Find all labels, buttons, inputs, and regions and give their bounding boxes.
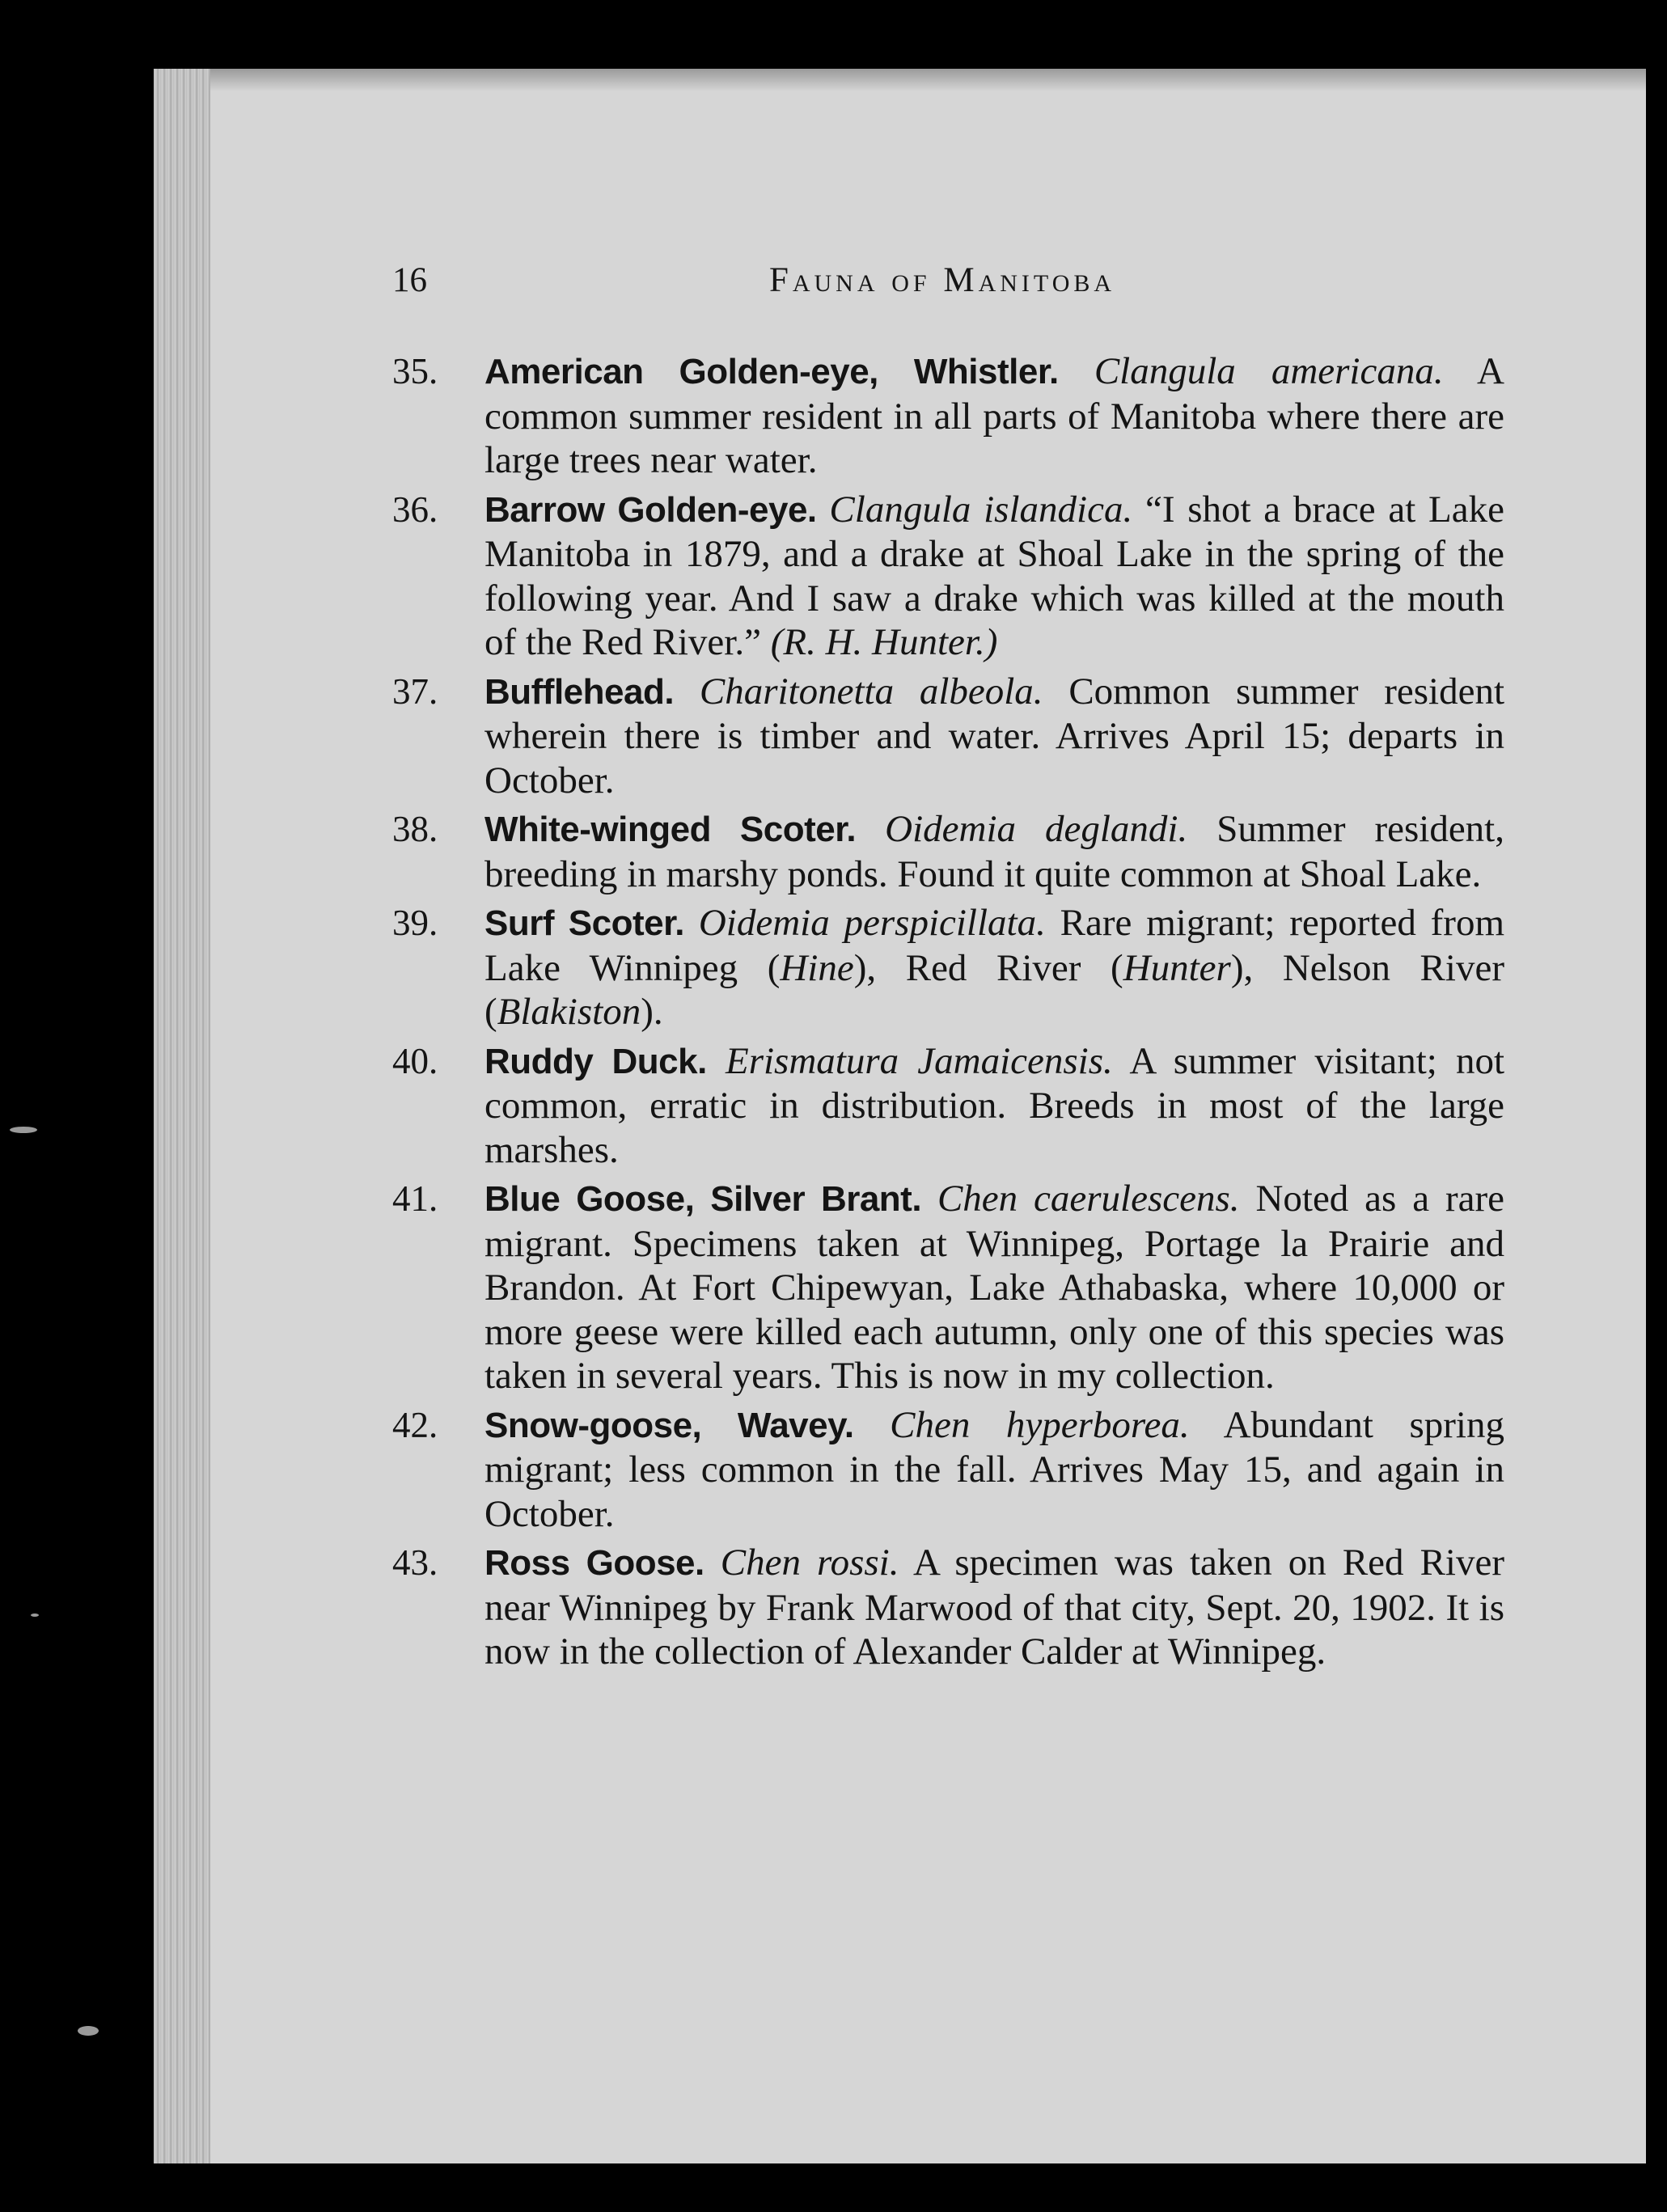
common-name: American Golden-eye, Whistler. <box>484 352 1059 391</box>
common-name: Blue Goose, Silver Brant. <box>484 1179 922 1219</box>
entry-number: 39. <box>392 903 438 943</box>
scientific-name: Chen caerulescens. <box>937 1178 1240 1220</box>
scan-speck <box>78 2026 99 2036</box>
entry-text: Summer resident, breeding in marshy ponds. Found it quite common at Shoal Lake. <box>484 808 1504 895</box>
species-entry-40 <box>392 1039 1504 1173</box>
entry-number: 43. <box>392 1542 438 1583</box>
entry-text: ). <box>641 991 663 1033</box>
scientific-name: Charitonetta albeola. <box>699 670 1043 713</box>
species-list <box>392 349 1504 1674</box>
entry-number: 35. <box>392 351 438 391</box>
common-name: Bufflehead. <box>484 671 675 712</box>
entry-number: 42. <box>392 1404 438 1445</box>
common-name: Surf Scoter. <box>484 903 685 943</box>
scientific-name: Chen hyperborea. <box>890 1403 1190 1446</box>
common-name: Ross Goose. <box>484 1543 704 1583</box>
species-entry-37 <box>392 670 1504 803</box>
scan-speck <box>10 1127 37 1133</box>
entry-number: 36. <box>392 489 438 530</box>
scan-speck <box>31 1614 39 1617</box>
species-entry-35 <box>392 349 1504 483</box>
entry-number: 37. <box>392 670 438 712</box>
entry-number: 40. <box>392 1040 438 1081</box>
entry-text: ), Red River ( <box>853 946 1123 989</box>
scientific-name: Chen rossi. <box>720 1542 899 1584</box>
entry-text: Common summer resident wherein there is timber and water. Arrives April 15; departs in October. <box>484 670 1505 801</box>
entry-text: Noted as a rare migrant. Specimens taken at Winnipeg, Portage la Prairie and Brandon. At Fort Chipewyan, Lake Athabaska, where 10,000 or more geese were killed each autumn, only one of this species was taken in several years. This is now in my collection. <box>484 1178 1504 1397</box>
common-name: Ruddy Duck. <box>484 1041 707 1081</box>
page-stack-edge <box>154 69 210 2163</box>
entry-text: ), Nelson River ( <box>484 946 1504 1033</box>
common-name: Barrow Golden-eye. <box>484 489 817 530</box>
entry-text: A specimen was taken on Red River near Winnipeg by Frank Marwood of that city, Sept. 20, 1902. It is now in the collection of Alexander Calder at Winnipeg. <box>484 1542 1504 1673</box>
species-entry-41 <box>392 1177 1504 1398</box>
species-entry-43 <box>392 1541 1504 1674</box>
page-top-shadow <box>154 69 1646 91</box>
citation: (R. H. Hunter.) <box>770 621 998 663</box>
scientific-name: Erismatura Jamaicensis. <box>725 1039 1113 1082</box>
scientific-name: Clangula islandica. <box>829 488 1133 531</box>
species-entry-42 <box>392 1403 1504 1537</box>
citation-hunter: Hunter <box>1123 946 1231 989</box>
running-title: Fauna of Manitoba <box>768 261 1116 299</box>
citation-blakiston: Blakiston <box>497 991 641 1033</box>
entry-number: 41. <box>392 1178 438 1219</box>
species-entry-39 <box>392 901 1504 1034</box>
entry-number: 38. <box>392 809 438 849</box>
entry-text: Rare migrant; reported from Lake Winnipeg ( <box>484 902 1504 989</box>
scientific-name: Oidemia deglandi. <box>885 808 1188 850</box>
running-head <box>392 260 1492 309</box>
common-name: Snow-goose, Wavey. <box>484 1405 854 1445</box>
entry-text: Abundant spring migrant; less common in the fall. Arrives May 15, and again in October. <box>484 1403 1504 1535</box>
common-name: White-winged Scoter. <box>484 810 857 849</box>
entry-text: A common summer resident in all parts of Manitoba where there are large trees near water. <box>484 350 1504 481</box>
entry-text: A summer visitant; not common, erratic in distribution. Breeds in most of the large marshes. <box>484 1039 1505 1171</box>
entry-text: “I shot a brace at Lake Manitoba in 1879, and a drake at Shoal Lake in the spring of the following year. And I saw a drake which was killed at the mouth of the Red River.” <box>484 488 1504 663</box>
citation-hine: Hine <box>780 946 854 989</box>
species-entry-36 <box>392 488 1504 665</box>
page-number: 16 <box>392 261 427 299</box>
scientific-name: Oidemia perspicillata. <box>698 902 1046 944</box>
scientific-name: Clangula americana. <box>1094 350 1444 392</box>
species-entry-38 <box>392 807 1504 896</box>
